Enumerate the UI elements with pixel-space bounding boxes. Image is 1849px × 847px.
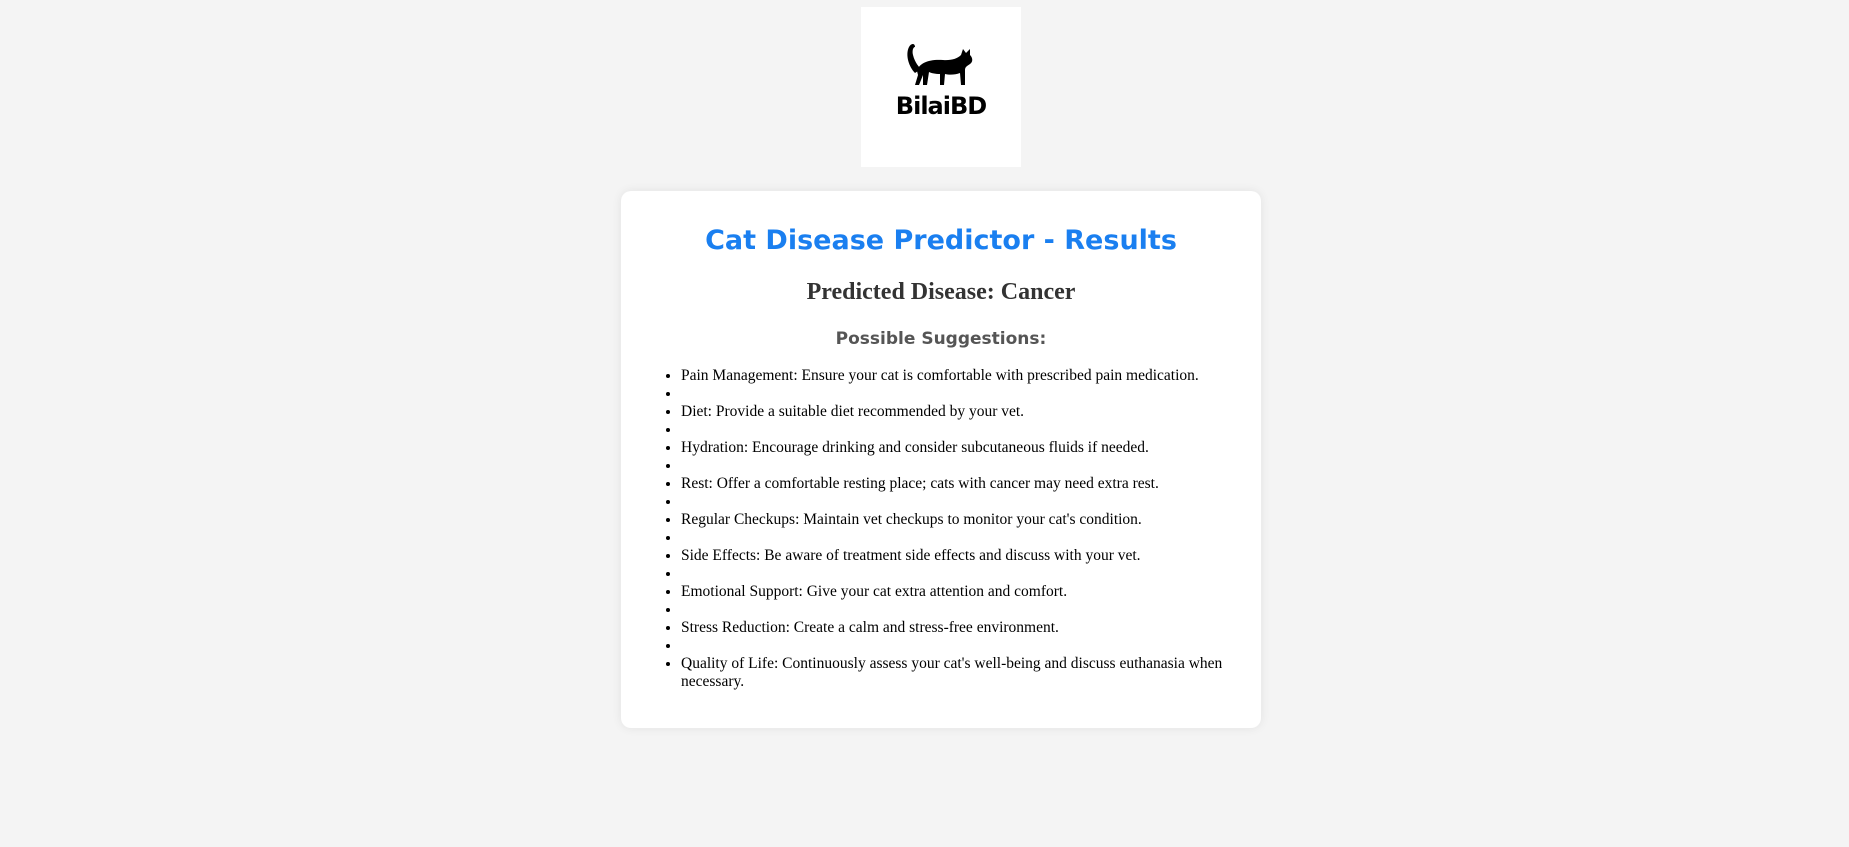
suggestion-item: • Quality of Life: Continuously assess your cat's well-being and discuss euthanasia when necessary. <box>681 655 1241 691</box>
suggestion-item <box>681 385 1241 403</box>
predicted-disease-value: Cancer <box>1000 279 1076 305</box>
suggestion-item <box>681 565 1241 583</box>
suggestion-item: • Stress Reduction: Create a calm and stress-free environment. <box>681 619 1241 637</box>
suggestion-item: • Side Effects: Be aware of treatment side effects and discuss with your vet. <box>681 547 1241 565</box>
page-title: Cat Disease Predictor - Results <box>705 225 1177 256</box>
suggestion-item <box>681 529 1241 547</box>
suggestion-item <box>681 421 1241 439</box>
suggestion-item <box>681 637 1241 655</box>
suggestion-item: • Pain Management: Ensure your cat is comfortable with prescribed pain medication. <box>681 367 1241 385</box>
suggestions-heading: Possible Suggestions: <box>835 329 1047 349</box>
cat-icon <box>903 37 979 93</box>
brand-logo <box>861 7 1021 167</box>
suggestions-list <box>681 367 1241 691</box>
predicted-disease <box>621 279 1261 306</box>
suggestion-item: • Hydration: Encourage drinking and consider subcutaneous fluids if needed. <box>681 439 1241 457</box>
suggestion-item: • Rest: Offer a comfortable resting place; cats with cancer may need extra rest. <box>681 475 1241 493</box>
suggestion-item: • Regular Checkups: Maintain vet checkups to monitor your cat's condition. <box>681 511 1241 529</box>
suggestion-item <box>681 493 1241 511</box>
suggestion-item: • Diet: Provide a suitable diet recommended by your vet. <box>681 403 1241 421</box>
suggestion-item <box>681 601 1241 619</box>
predicted-disease-label: Predicted Disease: <box>806 279 995 305</box>
suggestion-item: • Emotional Support: Give your cat extra attention and comfort. <box>681 583 1241 601</box>
suggestion-item <box>681 457 1241 475</box>
results-card <box>621 191 1261 728</box>
brand-name: BilaiBD <box>895 92 987 120</box>
